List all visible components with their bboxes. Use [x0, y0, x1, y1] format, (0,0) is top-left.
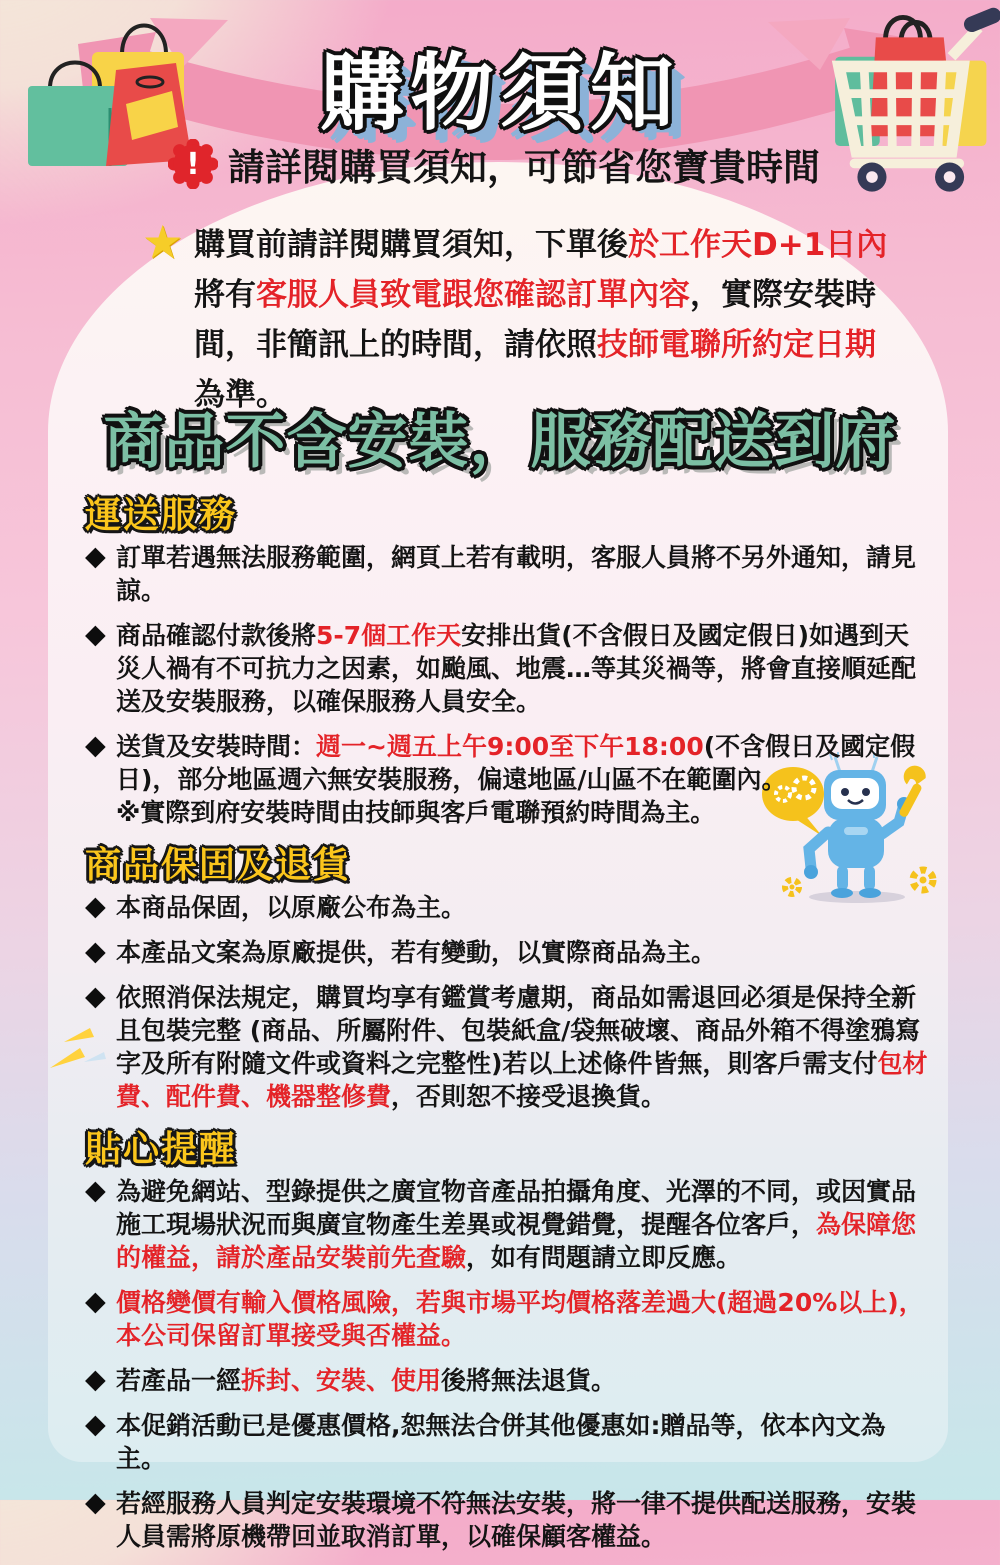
text-segment: 週一~週五上午9:00至下午18:00: [316, 732, 704, 761]
text-segment: ，如有問題請立即反應。: [466, 1243, 742, 1272]
page-title: 購物須知: [319, 44, 680, 142]
diamond-bullet-icon: ◆: [85, 1286, 106, 1317]
diamond-bullet-icon: ◆: [85, 619, 106, 650]
text-segment: 訂單若遇無法服務範圍，網頁上若有載明，客服人員將不另外通知，請見諒。: [116, 543, 917, 605]
subtitle-text: 請詳閱購買須知，可節省您寶貴時間: [228, 146, 820, 189]
text-segment: 技師電聯所約定日期: [597, 327, 876, 363]
diamond-bullet-icon: ◆: [85, 541, 106, 572]
text-segment: 包材費、配件費、機器整修費: [116, 1049, 928, 1111]
text-segment: 送貨及安裝時間：: [116, 732, 317, 761]
bullet-item: [85, 1364, 930, 1397]
bullet-item: [85, 1175, 930, 1274]
bullet-item: [85, 1409, 930, 1475]
text-segment: 客服人員致電跟您確認訂單內容: [256, 277, 690, 313]
star-icon: ★: [142, 215, 184, 269]
text-segment: 本促銷活動已是優惠價格,恕無法合併其他優惠如:贈品等，依本內文為主。: [116, 1411, 886, 1473]
section-heading: 運送服務: [85, 495, 238, 536]
diamond-bullet-icon: ◆: [85, 730, 106, 761]
bullet-item: [85, 1286, 930, 1352]
text-segment: 後將無法退貨。: [441, 1366, 617, 1395]
text-segment: ※實際到府安裝時間由技師與客戶電聯預約時間為主。: [116, 798, 716, 827]
green-banner-title: 商品不含安裝，服務配送到府: [103, 407, 897, 477]
text-segment: ，實際安裝時間，非簡訊上的時間，請依照: [194, 277, 876, 363]
diamond-bullet-icon: ◆: [85, 936, 106, 967]
diamond-bullet-icon: ◆: [85, 1409, 106, 1440]
bullet-item: [85, 936, 930, 969]
subtitle-row: [168, 137, 820, 191]
text-segment: ，否則恕不接受退換貨。: [391, 1082, 667, 1111]
svg-text:!: !: [186, 147, 200, 182]
text-segment: 本產品文案為原廠提供，若有變動，以實際商品為主。: [116, 938, 717, 967]
text-segment: 將有: [194, 277, 256, 313]
text-segment: 5-7個工作天: [316, 621, 462, 650]
diamond-bullet-icon: ◆: [85, 1487, 106, 1518]
section-heading: 商品保固及退貨: [85, 845, 352, 886]
text-segment: 為保障您的權益，請於產品安裝前先查驗: [116, 1210, 917, 1272]
text-segment: 於工作天D+1日內: [628, 227, 888, 263]
text-segment: 若產品一經: [116, 1366, 242, 1395]
bullet-note: [116, 796, 930, 829]
text-segment: (不含假日及國定假日)，部分地區週六無安裝服務，偏遠地區/山區不在範圍內。: [116, 732, 916, 794]
text-segment: 若經服務人員判定安裝環境不符無法安裝，將一律不提供配送服務，安裝人員需將原機帶回並取消訂單，以確保顧客權益。: [116, 1489, 917, 1551]
intro-paragraph: [142, 215, 902, 420]
text-segment: 商品確認付款後將: [116, 621, 317, 650]
text-segment: 為避免網站、型錄提供之廣宣物音產品拍攝角度、光澤的不同，或因實品施工現場狀況而與廣宣物產生差異或視覺錯覺，提醒各位客戶，: [116, 1177, 917, 1239]
shopping-cart-icon: [806, 0, 1000, 195]
sections: [85, 497, 930, 1565]
bullet-item: [85, 891, 930, 924]
text-segment: 為準。: [194, 377, 287, 413]
text-segment: 依照消保法規定，購買均享有鑑賞考慮期，商品如需退回必須是保持全新且包裝完整 (商品、所屬附件、包裝紙盒/袋無破壞、商品外箱不得塗鴉寫字及所有附隨文件或資料之完整性)若以上述條件皆無，則客戶需支付: [116, 983, 921, 1078]
diamond-bullet-icon: ◆: [85, 981, 106, 1012]
section-heading: 貼心提醒: [85, 1129, 238, 1170]
text-segment: 本商品保固，以原廠公布為主。: [116, 893, 467, 922]
diamond-bullet-icon: ◆: [85, 1364, 106, 1395]
bullet-item: [85, 541, 930, 607]
text-segment: 價格變價有輸入價格風險，若與市場平均價格落差過大(超過20%以上)，本公司保留訂單接受與否權益。: [116, 1288, 924, 1350]
bullet-item: [85, 730, 930, 829]
text-segment: 安排出貨(不含假日及國定假日)如遇到天災人禍有不可抗力之因素，如颱風、地震…等其災禍等，將會直接順延配送及安裝服務，以確保服務人員安全。: [116, 621, 917, 716]
bullet-item: [85, 1487, 930, 1553]
diamond-bullet-icon: ◆: [85, 891, 106, 922]
bullet-item: [85, 981, 930, 1113]
diamond-bullet-icon: ◆: [85, 1175, 106, 1206]
intro-text: [194, 227, 887, 413]
text-segment: 購買前請詳閱購買須知，下單後: [194, 227, 628, 263]
bullet-item: [85, 619, 930, 718]
exclamation-badge-icon: [168, 139, 218, 189]
text-segment: 拆封、安裝、使用: [241, 1366, 442, 1395]
